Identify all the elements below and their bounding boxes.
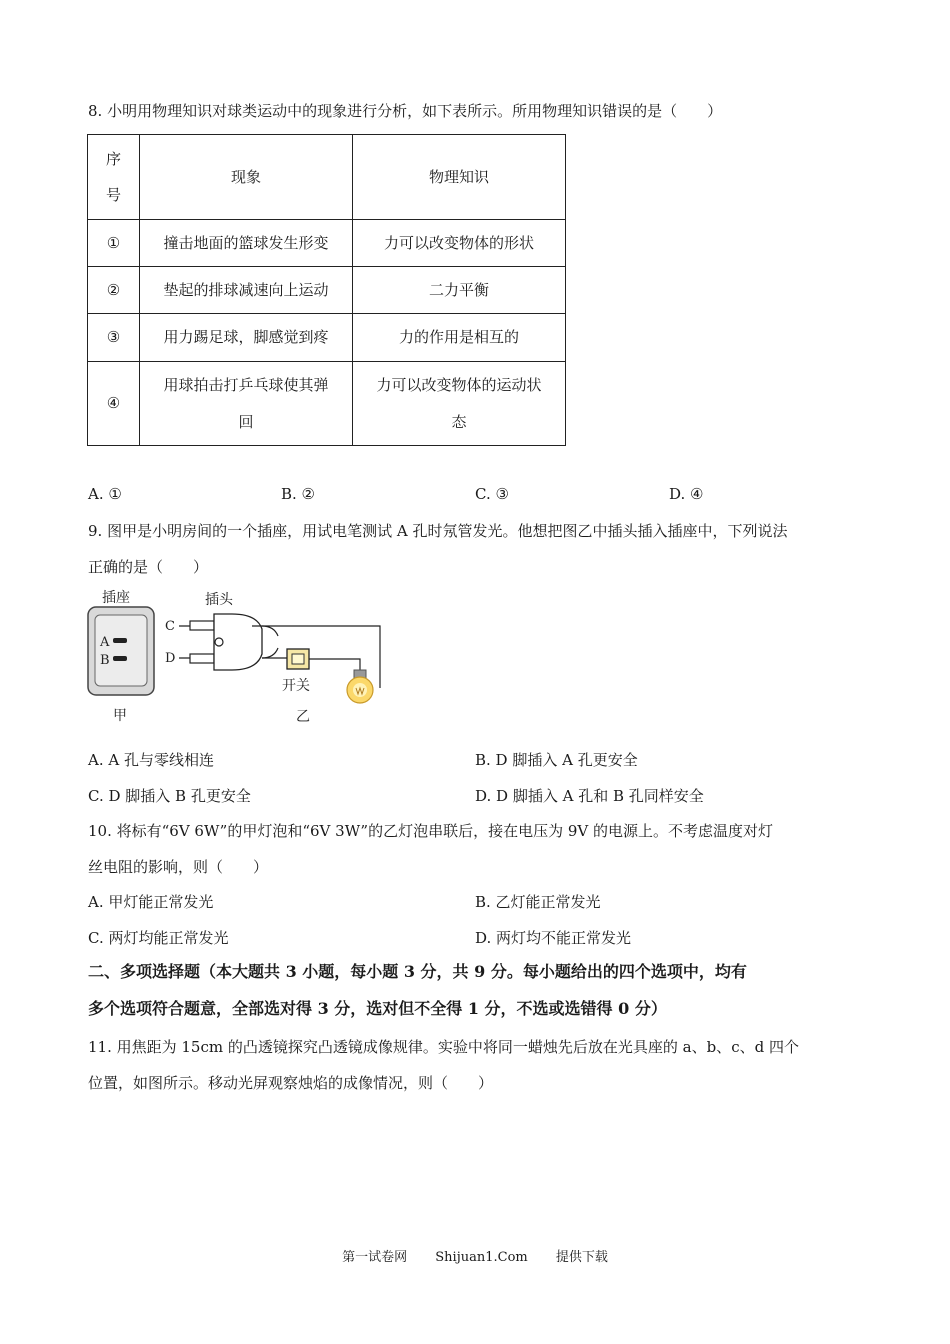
footer-right: 提供下载: [555, 1250, 608, 1265]
table-row: [88, 362, 566, 446]
row-phenomenon: 用力踢足球，脚感觉到疼: [140, 314, 353, 362]
q9-option-d[interactable]: D. D 脚插入 A 孔和 B 孔同样安全: [475, 787, 704, 805]
row-knowledge: 二力平衡: [353, 267, 566, 314]
wire-lamp: [309, 659, 360, 670]
table-row: [88, 220, 566, 267]
q9-stem-2: 正确的是（ ）: [88, 558, 209, 576]
row-knowledge: 力可以改变物体的形状: [353, 220, 566, 267]
q10-stem-2: 丝电阻的影响，则（ ）: [88, 858, 269, 876]
q9-stem-1: 9. 图甲是小明房间的一个插座，用试电笔测试 A 孔时氖管发光。他想把图乙中插头插入插座中，下列说法: [88, 522, 788, 540]
row-knowledge: [353, 362, 566, 446]
q10-option-b[interactable]: B. 乙灯能正常发光: [475, 893, 601, 911]
q9-option-b[interactable]: B. D 脚插入 A 孔更安全: [475, 751, 638, 769]
plug-ground: [215, 638, 223, 646]
q10-option-a[interactable]: A. 甲灯能正常发光: [88, 893, 214, 911]
section-2-heading-line-2: 多个选项符合题意，全部选对得 3 分，选对但不全得 1 分，不选或选错得 0 分）: [88, 999, 667, 1018]
row-no: ③: [88, 314, 140, 362]
row-knowledge-1: 力可以改变物体的运动状: [376, 375, 542, 394]
row-phenomenon: 撞击地面的篮球发生形变: [140, 220, 353, 267]
q8-option-a[interactable]: A. ①: [88, 485, 122, 503]
header-no-1: 序: [105, 150, 121, 168]
socket-inner: [95, 615, 147, 686]
row-no: ①: [88, 220, 140, 267]
header-knowledge: 物理知识: [353, 135, 566, 220]
table-row: [88, 314, 566, 362]
hole-b: [113, 656, 127, 661]
q10-stem-1: 10. 将标有“6V 6W”的甲灯泡和“6V 3W”的乙灯泡串联后，接在电压为 9V 的电源上。不考虑温度对灯: [88, 822, 773, 840]
plug-pin-d: [190, 654, 214, 663]
hole-a: [113, 638, 127, 643]
socket-label: 插座: [102, 590, 130, 606]
row-phenomenon: [140, 362, 353, 446]
hole-b-label: B: [100, 653, 110, 668]
q11-stem-2: 位置，如图所示。移动光屏观察烛焰的成像情况，则（ ）: [88, 1074, 494, 1092]
q11-stem-1: 11. 用焦距为 15cm 的凸透镜探究凸透镜成像规律。实验中将同一蜡烛先后放在光具座的 a、b、c、d 四个: [88, 1038, 799, 1056]
q9-option-c[interactable]: C. D 脚插入 B 孔更安全: [88, 787, 251, 805]
header-phenomenon: 现象: [140, 135, 353, 220]
switch-label: 开关: [282, 678, 310, 694]
pin-c-label: C: [165, 619, 175, 634]
q8-option-d[interactable]: D. ④: [669, 485, 704, 503]
caption-b: 乙: [296, 709, 310, 725]
q10-option-c[interactable]: C. 两灯均能正常发光: [88, 929, 229, 947]
q8-option-c[interactable]: C. ③: [475, 485, 509, 503]
q8-stem: 8. 小明用物理知识对球类运动中的现象进行分析，如下表所示。所用物理知识错误的是（ ）: [88, 102, 723, 120]
table-row: [88, 267, 566, 314]
header-no: [88, 135, 140, 220]
row-no: ②: [88, 267, 140, 314]
row-phenomenon-1: 用球拍击打乒乓球使其弹: [163, 375, 329, 394]
row-knowledge: 力的作用是相互的: [353, 314, 566, 362]
caption-a: 甲: [113, 708, 127, 724]
q8-option-b[interactable]: B. ②: [281, 485, 316, 503]
row-knowledge-2: 态: [451, 412, 467, 431]
plug-pin-c: [190, 621, 214, 630]
q10-option-d[interactable]: D. 两灯均不能正常发光: [475, 929, 632, 947]
footer-middle[interactable]: Shijuan1.Com: [435, 1250, 528, 1265]
section-2-heading-line-1: 二、多项选择题（本大题共 3 小题，每小题 3 分，共 9 分。每小题给出的四个选项中，均有: [88, 962, 747, 981]
q9-figure: [82, 584, 392, 730]
row-phenomenon: 垫起的排球减速向上运动: [140, 267, 353, 314]
page-footer: [0, 1246, 950, 1265]
plug-label: 插头: [205, 592, 233, 608]
footer-left: 第一试卷网: [342, 1250, 408, 1265]
q8-table: [87, 134, 566, 446]
q9-option-a[interactable]: A. A 孔与零线相连: [88, 751, 214, 769]
row-phenomenon-2: 回: [238, 412, 254, 431]
table-header-row: [88, 135, 566, 220]
hole-a-label: A: [100, 635, 110, 650]
header-no-2: 号: [105, 186, 121, 204]
pin-d-label: D: [165, 651, 176, 666]
row-no: ④: [88, 362, 140, 446]
